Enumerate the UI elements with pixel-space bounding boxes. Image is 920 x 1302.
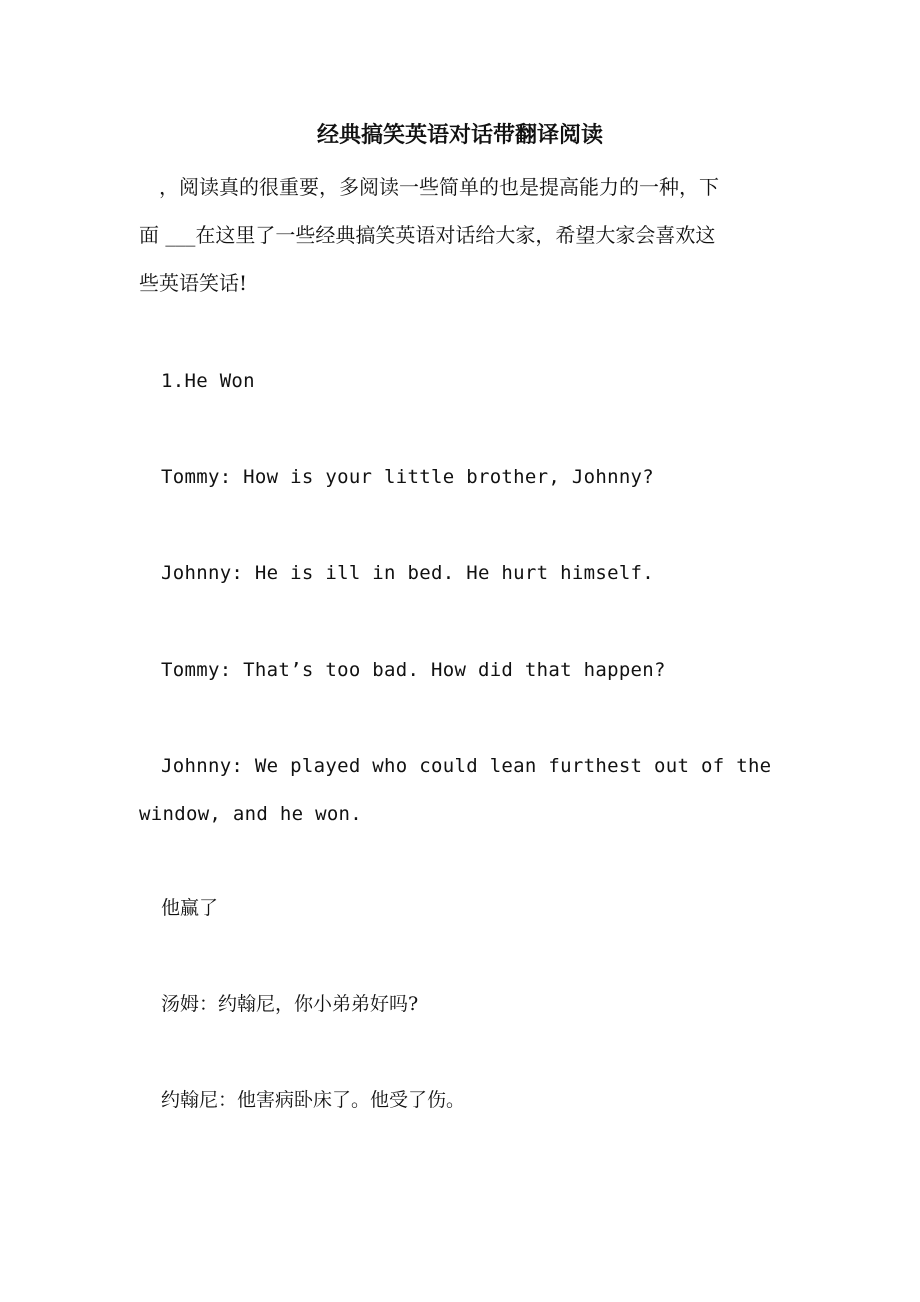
dialogue-line-en: Tommy: How is your little brother, Johnny? bbox=[161, 466, 655, 488]
dialogue-line-en: Johnny: He is ill in bed. He hurt himself. bbox=[161, 562, 655, 584]
intro-line-3: 些英语笑话! bbox=[139, 271, 248, 295]
dialogue-line-en: Tommy: That’s too bad. How did that happen? bbox=[161, 659, 666, 681]
intro-line-2: 面 ___在这里了一些经典搞笑英语对话给大家，希望大家会喜欢这 bbox=[139, 223, 716, 247]
dialogue-line-en-continued: window, and he won. bbox=[139, 803, 363, 825]
intro-paragraph bbox=[139, 163, 779, 307]
translation-heading: 他赢了 bbox=[161, 897, 219, 919]
dialogue-line-zh: 汤姆：约翰尼，你小弟弟好吗? bbox=[161, 993, 419, 1015]
dialogue-line-zh: 约翰尼：他害病卧床了。他受了伤。 bbox=[161, 1089, 466, 1111]
intro-line-1: ，阅读真的很重要，多阅读一些简单的也是提高能力的一种，下 bbox=[159, 175, 719, 199]
dialogue-line-en: Johnny: We played who could lean furthest out of the bbox=[161, 755, 772, 777]
section-heading: 1.He Won bbox=[161, 370, 255, 392]
document-title: 经典搞笑英语对话带翻译阅读 bbox=[316, 122, 603, 148]
